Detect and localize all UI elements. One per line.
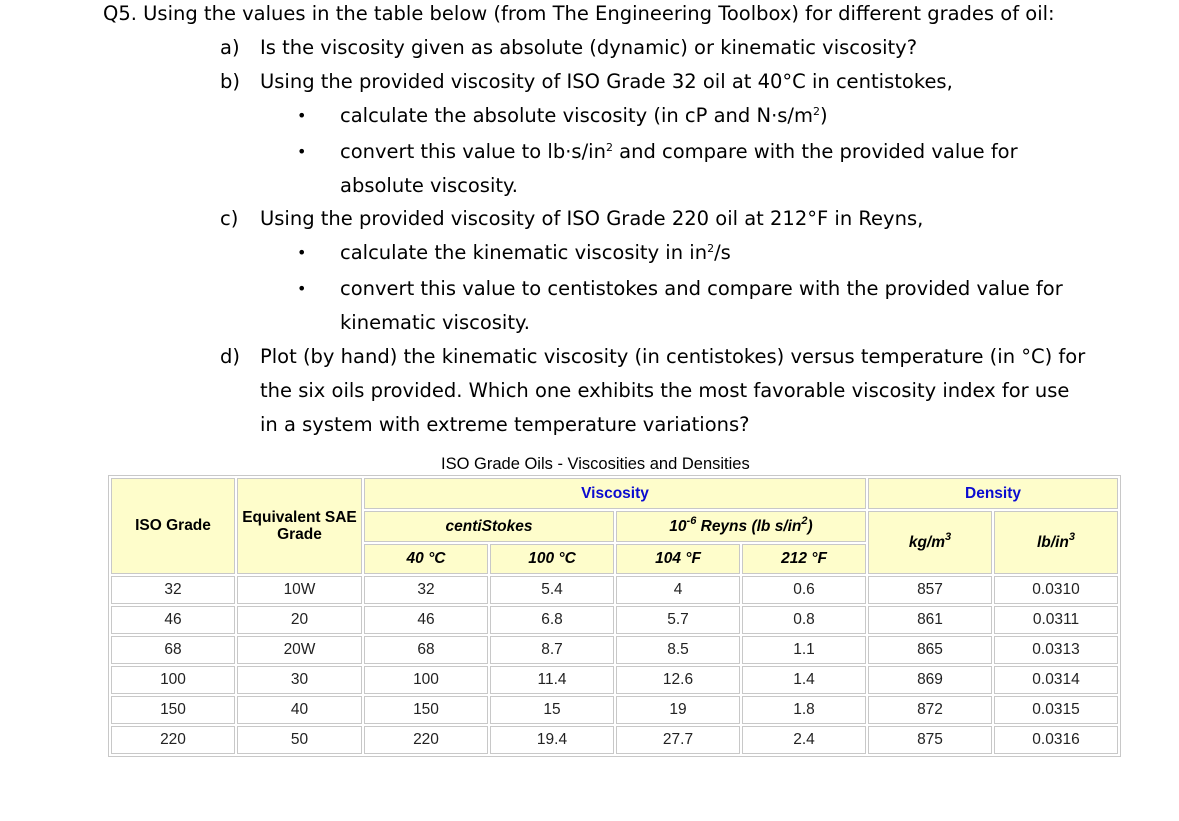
cell: 150 — [111, 696, 235, 724]
cell: 5.4 — [490, 576, 614, 604]
header-212f: 212 °F — [742, 544, 866, 574]
cell: 0.0316 — [994, 726, 1118, 754]
cell: 32 — [364, 576, 488, 604]
header-lb-in3: $lb/in^3$ — [994, 511, 1118, 574]
cell: 12.6 — [616, 666, 740, 694]
cell: 220 — [111, 726, 235, 754]
part-b-bullet-2-cont: absolute viscosity. — [340, 174, 518, 197]
part-c-bullet-1: calculate the kinematic viscosity in $in^2/s$ — [340, 241, 731, 264]
cell: 68 — [364, 636, 488, 664]
part-b-text: Using the provided viscosity of ISO Grade 32 oil at 40°C in centistokes, — [260, 70, 953, 93]
cell: 46 — [111, 606, 235, 634]
cell: 220 — [364, 726, 488, 754]
header-40c: 40 °C — [364, 544, 488, 574]
cell: 2.4 — [742, 726, 866, 754]
part-a-text: Is the viscosity given as absolute (dynamic) or kinematic viscosity? — [260, 36, 918, 59]
cell: 40 — [237, 696, 362, 724]
oil-viscosity-table — [108, 475, 1121, 757]
part-c-bullet-2-cont: kinematic viscosity. — [340, 311, 530, 334]
part-b-label: b) — [220, 70, 240, 93]
question-title: Q5. Using the values in the table below (from The Engineering Toolbox) for different grades of oil: — [103, 2, 1055, 25]
part-d-line-1: Plot (by hand) the kinematic viscosity (in centistokes) versus temperature (in °C) for — [260, 345, 1086, 368]
cell: 857 — [868, 576, 992, 604]
bullet: • — [297, 243, 307, 262]
cell: 1.1 — [742, 636, 866, 664]
part-d-line-2: the six oils provided. Which one exhibits the most favorable viscosity index for use — [260, 379, 1070, 402]
header-iso-grade: ISO Grade — [111, 478, 235, 574]
cell: 30 — [237, 666, 362, 694]
cell: 6.8 — [490, 606, 614, 634]
table-row — [111, 576, 1118, 604]
cell: 0.0310 — [994, 576, 1118, 604]
cell: 19 — [616, 696, 740, 724]
cell: 11.4 — [490, 666, 614, 694]
table-row — [111, 636, 1118, 664]
part-c-label: c) — [220, 207, 239, 230]
cell: 1.8 — [742, 696, 866, 724]
table-row — [111, 696, 1118, 724]
table-row — [111, 666, 1118, 694]
cell: 20W — [237, 636, 362, 664]
cell: 20 — [237, 606, 362, 634]
header-reyns: $10^{-6}$ Reyns (lb $s/in^2$) — [616, 511, 866, 542]
bullet: • — [297, 279, 307, 298]
header-kg-m3: $kg/m^3$ — [868, 511, 992, 574]
cell: 50 — [237, 726, 362, 754]
cell: 8.5 — [616, 636, 740, 664]
cell: 0.0315 — [994, 696, 1118, 724]
cell: 10W — [237, 576, 362, 604]
part-b-bullet-1: calculate the absolute viscosity (in cP and $N\cdot s/m^2$) — [340, 104, 828, 127]
header-density: Density — [868, 478, 1118, 509]
cell: 869 — [868, 666, 992, 694]
header-centistokes: centiStokes — [364, 511, 614, 542]
header-viscosity: Viscosity — [364, 478, 866, 509]
cell: 68 — [111, 636, 235, 664]
bullet: • — [297, 142, 307, 161]
cell: 8.7 — [490, 636, 614, 664]
cell: 872 — [868, 696, 992, 724]
bullet: • — [297, 106, 307, 125]
cell: 861 — [868, 606, 992, 634]
cell: 100 — [111, 666, 235, 694]
cell: 19.4 — [490, 726, 614, 754]
cell: 27.7 — [616, 726, 740, 754]
part-d-label: d) — [220, 345, 240, 368]
cell: 0.6 — [742, 576, 866, 604]
cell: 5.7 — [616, 606, 740, 634]
part-d-line-3: in a system with extreme temperature variations? — [260, 413, 750, 436]
table-row — [111, 726, 1118, 754]
cell: 0.8 — [742, 606, 866, 634]
cell: 865 — [868, 636, 992, 664]
cell: 150 — [364, 696, 488, 724]
cell: 4 — [616, 576, 740, 604]
table-caption: ISO Grade Oils - Viscosities and Densities — [441, 455, 750, 473]
cell: 875 — [868, 726, 992, 754]
cell: 0.0311 — [994, 606, 1118, 634]
cell: 1.4 — [742, 666, 866, 694]
cell: 32 — [111, 576, 235, 604]
table-row — [111, 606, 1118, 634]
header-100c: 100 °C — [490, 544, 614, 574]
part-c-text: Using the provided viscosity of ISO Grade 220 oil at 212°F in Reyns, — [260, 207, 924, 230]
cell: 0.0313 — [994, 636, 1118, 664]
part-c-bullet-2: convert this value to centistokes and compare with the provided value for — [340, 277, 1063, 300]
cell: 15 — [490, 696, 614, 724]
cell: 46 — [364, 606, 488, 634]
part-a-label: a) — [220, 36, 240, 59]
cell: 0.0314 — [994, 666, 1118, 694]
header-sae-grade: Equivalent SAE Grade — [237, 478, 362, 574]
header-104f: 104 °F — [616, 544, 740, 574]
part-b-bullet-2: convert this value to $lb\cdot s/in^2$ and compare with the provided value for — [340, 140, 1018, 163]
cell: 100 — [364, 666, 488, 694]
